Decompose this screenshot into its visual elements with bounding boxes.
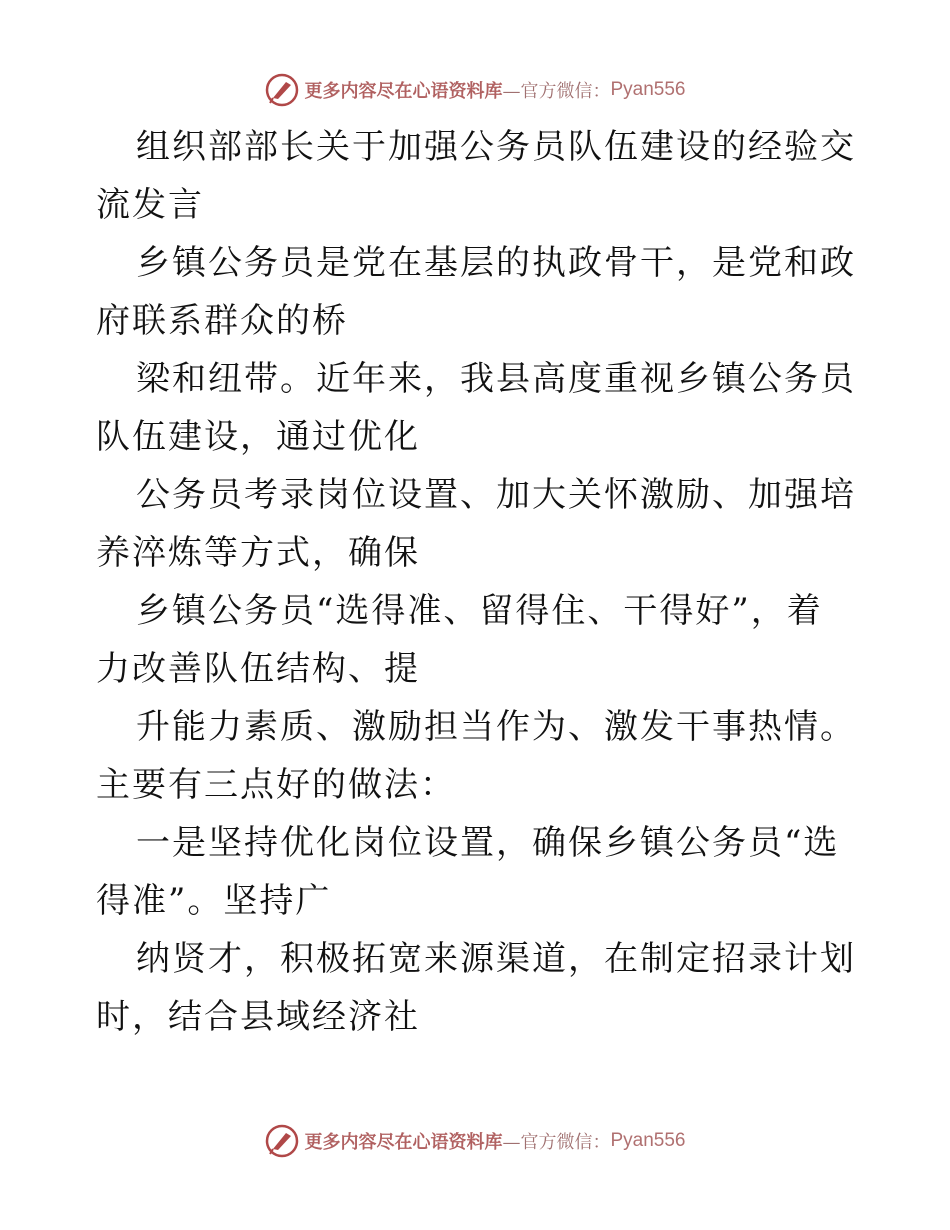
banner-wechat-id: Pyan556 <box>610 1130 686 1151</box>
paragraph: 一是坚持优化岗位设置，确保乡镇公务员“选得准”。坚持广 <box>96 823 840 921</box>
paragraph: 梁和纽带。近年来，我县高度重视乡镇公务员队伍建设，通过优化 <box>96 359 856 457</box>
paragraph: 升能力素质、激励担当作为、激发干事热情。主要有三点好的做法： <box>96 707 856 805</box>
paragraph: 乡镇公务员是党在基层的执政骨干，是党和政府联系群众的桥 <box>96 243 856 341</box>
banner-main-text: 更多内容尽在心语资料库 <box>304 1132 503 1153</box>
paragraph-title: 组织部部长关于加强公务员队伍建设的经验交流发言 <box>96 127 856 225</box>
pen-feather-logo-icon <box>264 1123 300 1159</box>
banner-wechat-id: Pyan556 <box>610 79 686 100</box>
paragraph: 纳贤才，积极拓宽来源渠道，在制定招录计划时，结合县域经济社 <box>96 939 856 1037</box>
banner-separator-text: —官方微信： <box>502 1132 611 1153</box>
banner-separator-text: —官方微信： <box>502 81 611 102</box>
header-watermark-banner <box>0 72 950 108</box>
banner-main-text: 更多内容尽在心语资料库 <box>304 81 503 102</box>
document-body <box>96 118 856 1046</box>
paragraph: 公务员考录岗位设置、加大关怀激励、加强培养淬炼等方式，确保 <box>96 475 856 573</box>
pen-feather-logo-icon <box>264 72 300 108</box>
footer-watermark-banner <box>0 1123 950 1159</box>
paragraph: 乡镇公务员“选得准、留得住、干得好”，着力改善队伍结构、提 <box>96 591 823 689</box>
